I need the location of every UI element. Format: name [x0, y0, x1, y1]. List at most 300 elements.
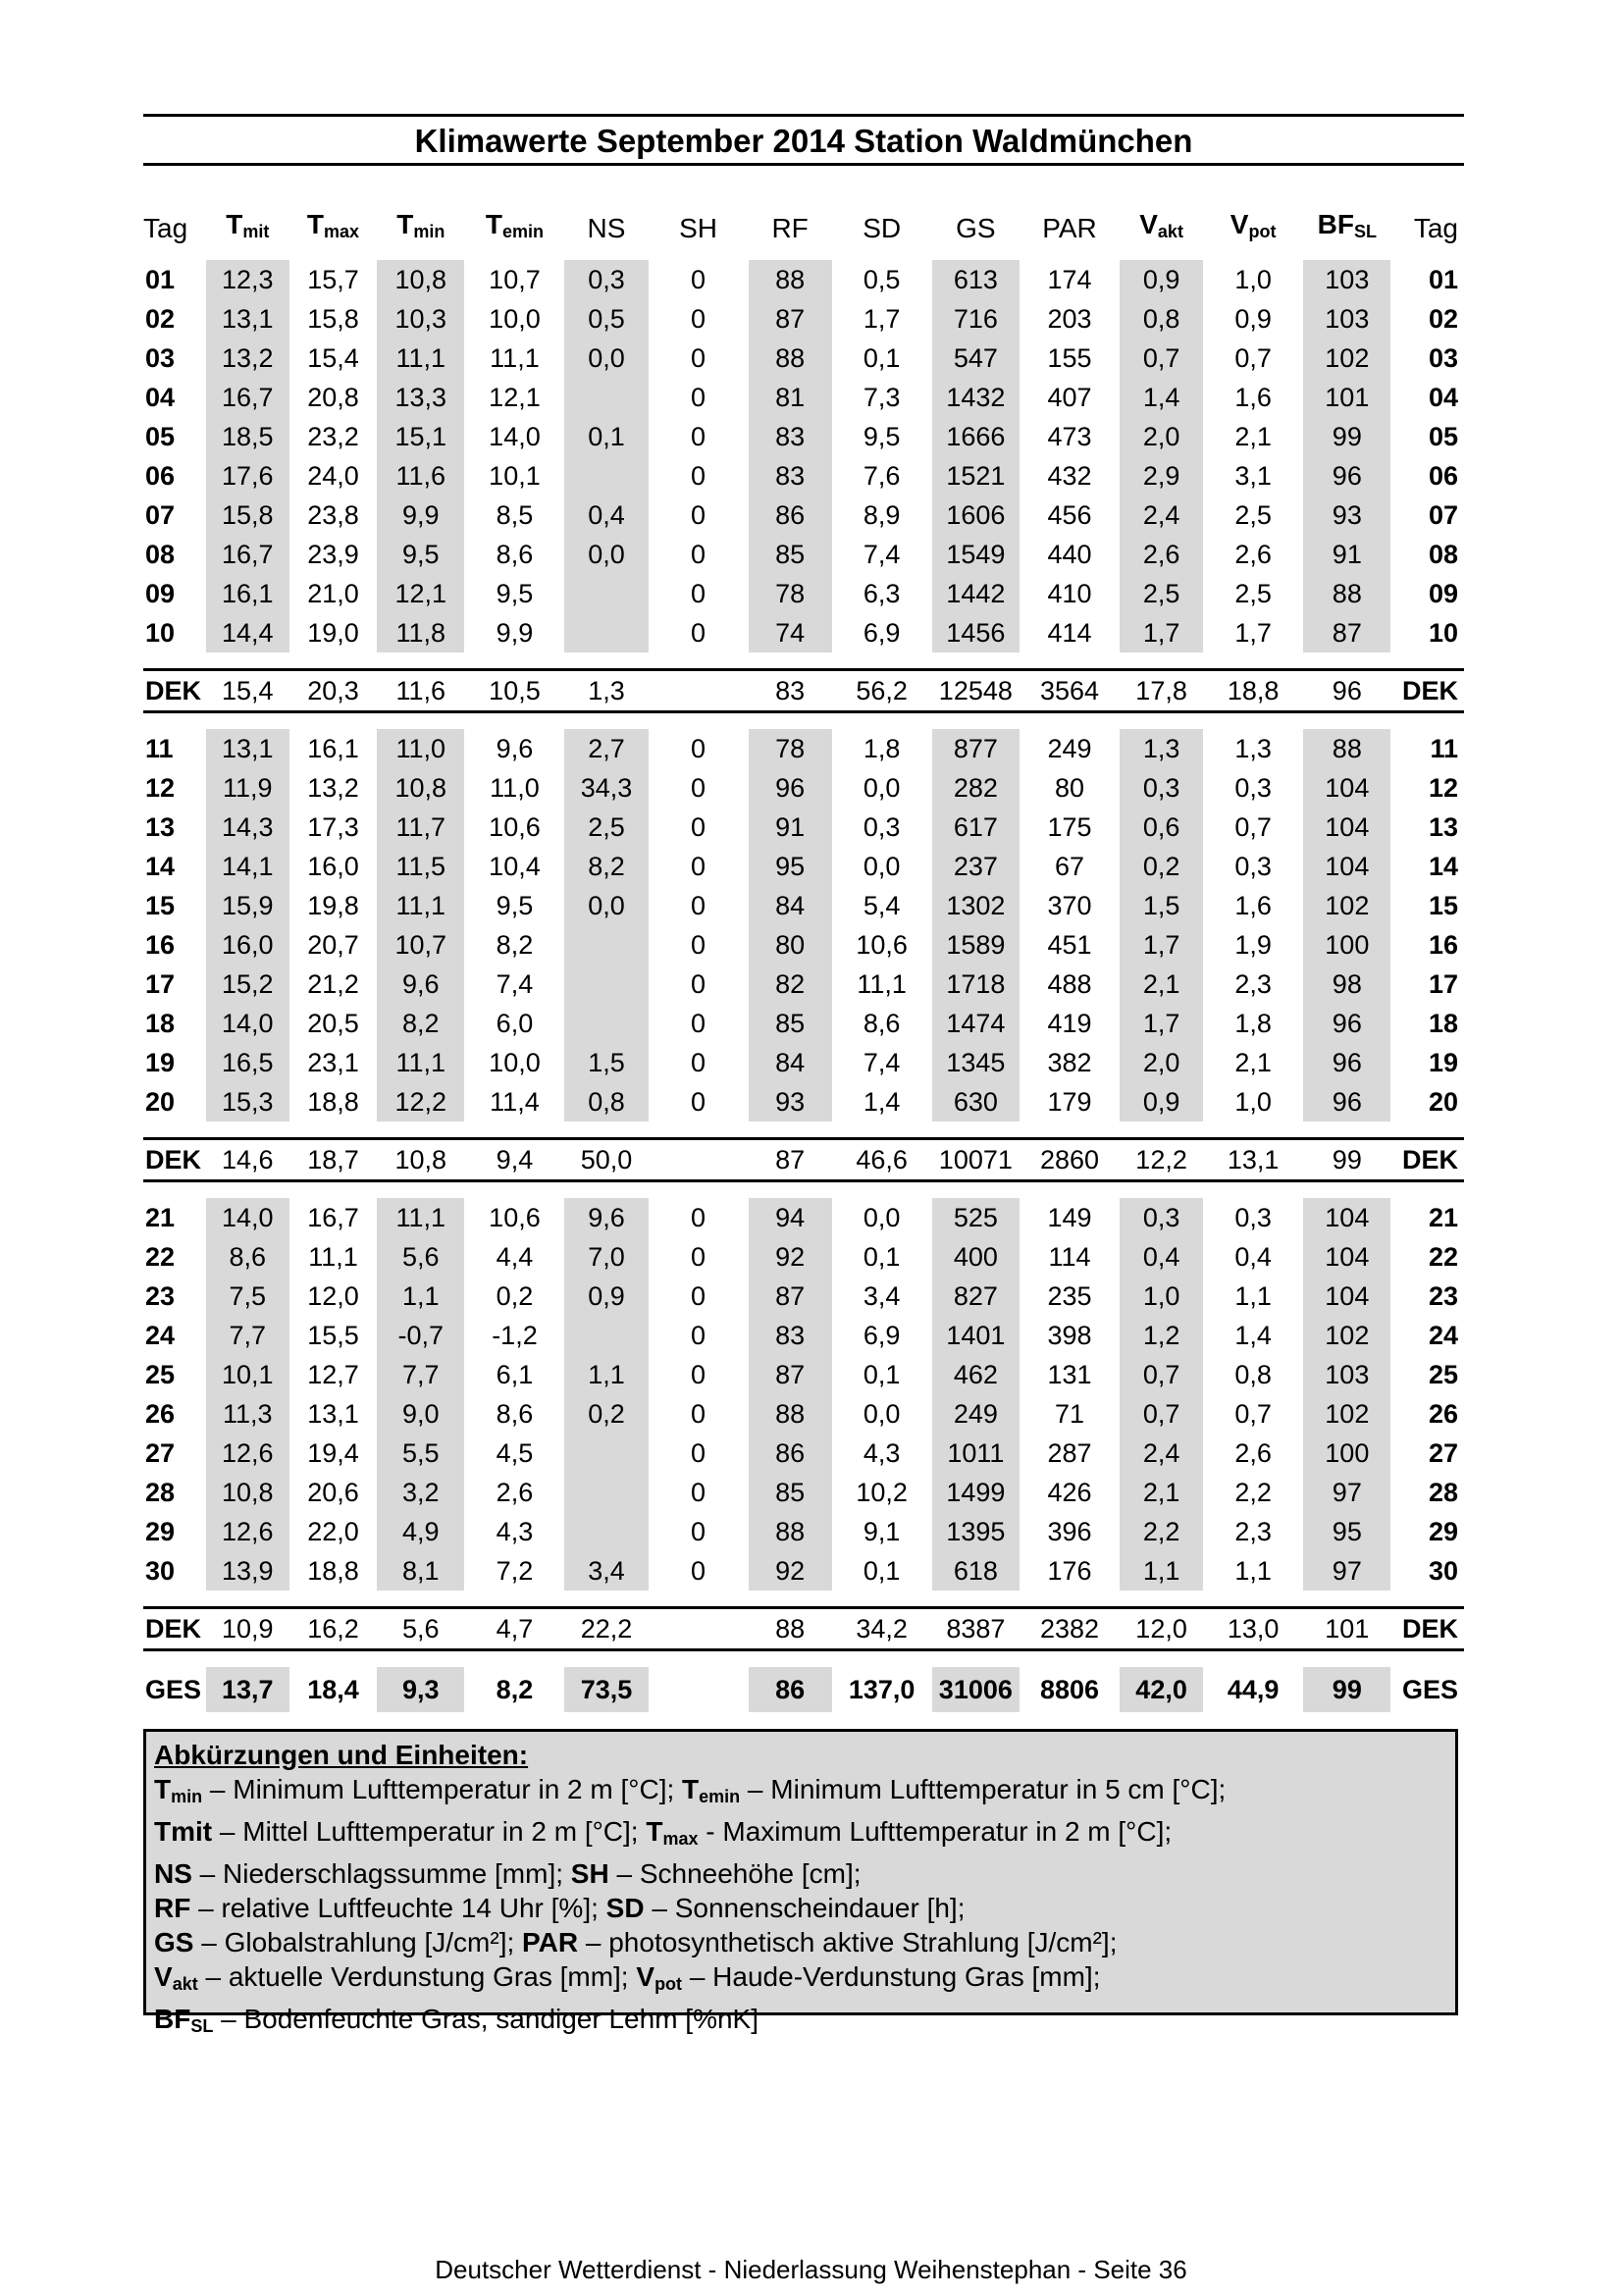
table-cell: 1,0: [1120, 1277, 1203, 1316]
table-cell: 30: [1428, 1556, 1458, 1586]
table-cell: 31006: [932, 1667, 1020, 1712]
table-cell: 1,4: [1234, 1321, 1272, 1350]
table-row: [143, 1473, 1464, 1512]
table-row: [143, 1277, 1464, 1316]
table-cell: 99: [1332, 1145, 1362, 1174]
table-cell: 11: [1430, 734, 1458, 763]
table-cell: 42,0: [1120, 1667, 1203, 1712]
table-cell: 155: [1047, 343, 1092, 373]
table-cell: 432: [1047, 461, 1092, 491]
column-header: Tag: [1413, 212, 1458, 243]
table-cell: 0,3: [863, 812, 901, 842]
table-cell: 149: [1047, 1203, 1092, 1232]
table-cell: 20,6: [307, 1478, 359, 1507]
table-cell: 1,7: [1120, 1004, 1203, 1043]
column-header: SD: [863, 212, 902, 243]
table-cell: 26: [145, 1399, 176, 1429]
table-cell: -0,7: [377, 1316, 464, 1355]
table-row: [143, 496, 1464, 535]
table-cell: 18,8: [307, 1556, 359, 1586]
table-cell: 98: [1303, 965, 1390, 1004]
table-cell: 11,9: [206, 768, 289, 808]
table-cell: 19,4: [307, 1438, 359, 1468]
table-cell: 67: [1055, 852, 1085, 881]
table-cell: 877: [932, 729, 1020, 768]
table-cell: 06: [1428, 461, 1458, 491]
table-cell: 0,2: [496, 1281, 534, 1311]
table-cell: 24: [1428, 1321, 1458, 1350]
table-cell: 15: [145, 891, 176, 920]
table-cell: 88: [749, 339, 832, 378]
table-cell: 17: [1428, 969, 1458, 999]
table-cell: 91: [1303, 535, 1390, 574]
table-cell: 19: [1428, 1048, 1458, 1077]
column-header: Tag: [143, 212, 188, 243]
table-cell: 94: [749, 1198, 832, 1237]
table-cell: 18,7: [307, 1145, 359, 1174]
table-cell: 09: [145, 579, 176, 608]
table-cell: 9,9: [377, 496, 464, 535]
table-cell: 11,0: [490, 773, 540, 803]
table-cell: 14,3: [206, 808, 289, 847]
table-cell: 04: [145, 383, 176, 412]
table-cell: 74: [749, 613, 832, 652]
table-cell: 11,1: [377, 886, 464, 925]
table-cell: [649, 1609, 749, 1650]
table-cell: 2,1: [1234, 1048, 1272, 1077]
table-cell: 15,8: [307, 304, 359, 334]
table-cell: 2,5: [1234, 579, 1272, 608]
table-cell: 0,8: [564, 1082, 648, 1122]
table-cell: 0: [691, 812, 706, 842]
table-cell: 716: [932, 299, 1020, 339]
table-cell: 104: [1303, 808, 1390, 847]
table-cell: 16: [1428, 930, 1458, 960]
table-cell: 0,7: [1234, 1399, 1272, 1429]
table-cell: 1,7: [1234, 618, 1272, 648]
table-cell: 8,6: [496, 1399, 534, 1429]
table-cell: 0: [691, 461, 706, 491]
table-cell: 613: [932, 260, 1020, 299]
table-cell: 5,6: [377, 1237, 464, 1277]
table-cell: 50,0: [580, 1145, 633, 1174]
table-cell: 13,1: [307, 1399, 359, 1429]
table-cell: 18: [1428, 1009, 1458, 1038]
table-cell: 2,3: [1234, 1517, 1272, 1546]
table-cell: 1456: [932, 613, 1020, 652]
table-cell: 1,8: [1234, 1009, 1272, 1038]
table-cell: 0: [691, 773, 706, 803]
table-cell: 15,4: [222, 676, 274, 705]
table-row: [143, 1198, 1464, 1237]
table-cell: DEK: [1401, 1145, 1458, 1174]
table-cell: 0: [691, 930, 706, 960]
table-cell: 102: [1303, 886, 1390, 925]
table-cell: 103: [1303, 260, 1390, 299]
table-cell: 0,9: [1120, 260, 1203, 299]
table-cell: 26: [1428, 1399, 1458, 1429]
table-cell: 0: [691, 1360, 706, 1389]
table-row: [143, 1512, 1464, 1551]
table-cell: 9,5: [377, 535, 464, 574]
table-cell: -1,2: [492, 1321, 538, 1350]
column-header: $BF_{SL}$: [1317, 209, 1377, 241]
table-cell: 06: [145, 461, 176, 491]
table-cell: 1,7: [1120, 613, 1203, 652]
table-cell: 0,8: [1234, 1360, 1272, 1389]
table-cell: 16,7: [206, 378, 289, 417]
table-cell: 0: [691, 618, 706, 648]
table-cell: [564, 456, 648, 496]
column-header: SH: [679, 212, 718, 243]
table-cell: 0,0: [564, 886, 648, 925]
column-header: GS: [956, 212, 996, 243]
table-cell: 05: [1428, 422, 1458, 451]
table-cell: 84: [749, 886, 832, 925]
table-cell: 20: [145, 1087, 176, 1117]
table-cell: 0,2: [1120, 847, 1203, 886]
abbreviation-line: Tmit – Mittel Lufttemperatur in 2 m [°C]; $T_{max}$ - Maximum Lufttemperatur in 2 m [°C];: [154, 1816, 1173, 1849]
table-cell: 0: [691, 304, 706, 334]
table-cell: 8,2: [496, 930, 534, 960]
table-cell: 05: [145, 422, 176, 451]
table-cell: 7,7: [377, 1355, 464, 1394]
table-cell: 78: [749, 729, 832, 768]
table-cell: 15: [1428, 891, 1458, 920]
spacer-row: [143, 1651, 1464, 1667]
table-cell: 1432: [932, 378, 1020, 417]
table-cell: 81: [749, 378, 832, 417]
table-cell: 18: [145, 1009, 176, 1038]
table-cell: 14,0: [489, 422, 541, 451]
table-cell: 10,9: [222, 1614, 274, 1644]
table-cell: 287: [1047, 1438, 1092, 1468]
climate-table: [143, 196, 1464, 1712]
table-cell: 9,5: [863, 422, 901, 451]
table-cell: 20,8: [307, 383, 359, 412]
table-cell: 176: [1047, 1556, 1092, 1586]
table-row: [143, 808, 1464, 847]
table-cell: 12,3: [206, 260, 289, 299]
table-cell: 11,1: [377, 339, 464, 378]
table-cell: 12,6: [206, 1512, 289, 1551]
table-cell: 0,3: [1234, 773, 1272, 803]
table-cell: 12: [145, 773, 176, 803]
table-cell: 99: [1303, 417, 1390, 456]
table-cell: 93: [1303, 496, 1390, 535]
table-cell: 83: [749, 417, 832, 456]
table-cell: 1442: [932, 574, 1020, 613]
table-cell: 9,6: [377, 965, 464, 1004]
table-cell: 1,8: [863, 734, 901, 763]
table-cell: 370: [1047, 891, 1092, 920]
table-cell: 11,6: [377, 456, 464, 496]
table-cell: 9,6: [496, 734, 534, 763]
table-cell: 95: [749, 847, 832, 886]
table-cell: 24,0: [307, 461, 359, 491]
table-cell: 456: [1047, 500, 1092, 530]
table-cell: 1718: [932, 965, 1020, 1004]
table-cell: 02: [1428, 304, 1458, 334]
table-cell: 2,0: [1120, 1043, 1203, 1082]
table-cell: 0: [691, 734, 706, 763]
table-cell: 15,8: [206, 496, 289, 535]
page-footer: Deutscher Wetterdienst - Niederlassung Weihenstephan - Seite 36: [435, 2255, 1187, 2284]
table-cell: GES: [145, 1675, 202, 1704]
table-cell: 5,4: [863, 891, 901, 920]
table-cell: 82: [749, 965, 832, 1004]
table-cell: 15,3: [206, 1082, 289, 1122]
table-cell: 2,6: [1234, 1438, 1272, 1468]
table-cell: 14,0: [206, 1198, 289, 1237]
table-cell: 488: [1047, 969, 1092, 999]
table-cell: 1,4: [1120, 378, 1203, 417]
table-cell: 22: [1428, 1242, 1458, 1272]
table-cell: [649, 1140, 749, 1181]
table-cell: 0,3: [1120, 768, 1203, 808]
table-cell: 34,2: [856, 1614, 908, 1644]
table-cell: 28: [1428, 1478, 1458, 1507]
table-cell: 7,3: [863, 383, 901, 412]
table-cell: 0,3: [1234, 852, 1272, 881]
table-cell: 0,1: [863, 1556, 901, 1586]
table-cell: 10,1: [489, 461, 541, 491]
dekade-summary-row: [143, 1140, 1464, 1181]
table-cell: 11,1: [490, 343, 540, 373]
table-cell: 9,1: [863, 1517, 901, 1546]
table-cell: 25: [145, 1360, 176, 1389]
table-cell: 0,7: [1120, 1394, 1203, 1434]
table-cell: 0,6: [1120, 808, 1203, 847]
dekade-summary-row: [143, 1609, 1464, 1650]
table-cell: 23,1: [307, 1048, 359, 1077]
table-cell: 426: [1047, 1478, 1092, 1507]
table-cell: 10,1: [206, 1355, 289, 1394]
column-header: NS: [587, 212, 626, 243]
table-cell: 0: [691, 1438, 706, 1468]
table-cell: 7,6: [863, 461, 901, 491]
table-cell: 1401: [932, 1316, 1020, 1355]
table-cell: 02: [145, 304, 176, 334]
table-cell: 85: [749, 535, 832, 574]
table-cell: 11,7: [377, 808, 464, 847]
table-cell: 0: [691, 265, 706, 294]
table-row: [143, 260, 1464, 299]
spacer-row: [143, 1122, 1464, 1139]
table-cell: [564, 574, 648, 613]
table-cell: 1,3: [1120, 729, 1203, 768]
table-cell: 30: [145, 1556, 176, 1586]
table-cell: 27: [145, 1438, 176, 1468]
table-cell: 87: [775, 1145, 806, 1174]
table-cell: 0,5: [564, 299, 648, 339]
table-cell: 137,0: [848, 1675, 916, 1704]
table-cell: [564, 1316, 648, 1355]
table-row: [143, 456, 1464, 496]
table-cell: 96: [1332, 676, 1362, 705]
table-cell: 0: [691, 540, 706, 569]
table-cell: 2,2: [1120, 1512, 1203, 1551]
table-cell: DEK: [1401, 1614, 1458, 1644]
table-cell: 1,1: [1120, 1551, 1203, 1591]
table-cell: 0,1: [863, 1360, 901, 1389]
table-cell: 2,1: [1234, 422, 1272, 451]
table-cell: 85: [749, 1473, 832, 1512]
table-cell: 2860: [1039, 1145, 1100, 1174]
total-summary-row: [143, 1667, 1464, 1712]
abbreviations-box: [143, 1729, 1458, 2036]
table-cell: 1666: [932, 417, 1020, 456]
table-cell: 13: [145, 812, 176, 842]
column-header: $T_{min}$: [396, 209, 445, 241]
table-cell: 34,3: [564, 768, 648, 808]
table-cell: 25: [1428, 1360, 1458, 1389]
table-row: [143, 535, 1464, 574]
table-cell: 0,2: [564, 1394, 648, 1434]
table-cell: 10,6: [856, 930, 908, 960]
table-cell: 617: [932, 808, 1020, 847]
table-row: [143, 768, 1464, 808]
table-cell: 96: [1303, 456, 1390, 496]
table-cell: 86: [749, 496, 832, 535]
table-cell: 3,4: [863, 1281, 901, 1311]
table-cell: [564, 1473, 648, 1512]
table-cell: 87: [749, 1277, 832, 1316]
table-cell: 83: [749, 1316, 832, 1355]
table-cell: [564, 613, 648, 652]
table-cell: 11,0: [377, 729, 464, 768]
table-cell: 8,2: [496, 1675, 534, 1704]
table-cell: 0: [691, 1556, 706, 1586]
table-cell: 83: [775, 676, 806, 705]
table-cell: 11,1: [377, 1043, 464, 1082]
table-cell: 80: [1055, 773, 1085, 803]
table-cell: 0,9: [1120, 1082, 1203, 1122]
table-cell: 10,8: [394, 1145, 447, 1174]
column-header: RF: [771, 212, 809, 243]
table-cell: 56,2: [856, 676, 908, 705]
table-cell: 396: [1047, 1517, 1092, 1546]
table-cell: 0,9: [1234, 304, 1272, 334]
table-cell: 80: [749, 925, 832, 965]
table-cell: 2,3: [1234, 969, 1272, 999]
table-cell: 46,6: [856, 1145, 908, 1174]
table-cell: 13,0: [1227, 1614, 1280, 1644]
table-cell: 04: [1428, 383, 1458, 412]
table-cell: 9,3: [377, 1667, 464, 1712]
table-cell: 16,7: [206, 535, 289, 574]
table-cell: 440: [1047, 540, 1092, 569]
spacer-row: [143, 1591, 1464, 1608]
table-cell: 16,7: [307, 1203, 359, 1232]
table-cell: 10,2: [856, 1478, 908, 1507]
table-cell: 12,0: [1135, 1614, 1187, 1644]
table-cell: 1395: [932, 1512, 1020, 1551]
table-cell: 1,3: [1234, 734, 1272, 763]
table-cell: 382: [1047, 1048, 1092, 1077]
table-cell: 8387: [946, 1614, 1006, 1644]
table-cell: 12: [1428, 773, 1458, 803]
table-cell: 630: [932, 1082, 1020, 1122]
table-cell: 16,5: [206, 1043, 289, 1082]
table-cell: 78: [749, 574, 832, 613]
table-cell: 0: [691, 500, 706, 530]
abbreviation-line: RF – relative Luftfeuchte 14 Uhr [%]; SD – Sonnenscheindauer [h];: [154, 1893, 966, 1923]
table-cell: 547: [932, 339, 1020, 378]
table-cell: 282: [932, 768, 1020, 808]
table-cell: 6,9: [863, 618, 901, 648]
table-cell: 2,5: [564, 808, 648, 847]
table-cell: 16: [145, 930, 176, 960]
table-cell: 0,4: [564, 496, 648, 535]
table-cell: 23: [1428, 1281, 1458, 1311]
table-cell: 13,1: [206, 729, 289, 768]
table-cell: 11: [145, 734, 174, 763]
table-cell: 8,6: [206, 1237, 289, 1277]
table-cell: 0: [691, 343, 706, 373]
table-cell: 2,6: [1120, 535, 1203, 574]
table-cell: 1474: [932, 1004, 1020, 1043]
table-cell: 18,8: [307, 1087, 359, 1117]
table-row: [143, 1004, 1464, 1043]
table-cell: 71: [1055, 1399, 1085, 1429]
table-cell: 18,8: [1227, 676, 1280, 705]
abbreviations-lines: [154, 1772, 1447, 2044]
table-cell: 17,6: [206, 456, 289, 496]
table-cell: 22: [145, 1242, 176, 1272]
table-cell: 96: [1303, 1004, 1390, 1043]
table-cell: 1,6: [1234, 891, 1272, 920]
title-top-rule: [143, 114, 1464, 117]
table-cell: 1,1: [1234, 1556, 1272, 1586]
table-cell: 1,0: [1234, 1087, 1272, 1117]
table-cell: 28: [145, 1478, 176, 1507]
table-cell: 2,4: [1120, 496, 1203, 535]
table-cell: 4,3: [496, 1517, 534, 1546]
table-cell: 9,6: [564, 1198, 648, 1237]
table-row: [143, 417, 1464, 456]
table-cell: 11,8: [377, 613, 464, 652]
table-cell: 87: [1303, 613, 1390, 652]
table-cell: 9,0: [377, 1394, 464, 1434]
table-row: [143, 1394, 1464, 1434]
table-cell: 0,0: [863, 1203, 901, 1232]
table-cell: 0,0: [863, 773, 901, 803]
table-cell: 13,1: [1227, 1145, 1280, 1174]
table-cell: 16,2: [307, 1614, 359, 1644]
table-cell: 1011: [932, 1434, 1020, 1473]
table-cell: 3,2: [377, 1473, 464, 1512]
table-cell: 01: [145, 265, 176, 294]
table-cell: [564, 378, 648, 417]
table-row: [143, 729, 1464, 768]
table-cell: 16,1: [206, 574, 289, 613]
table-cell: 2,6: [1234, 540, 1272, 569]
table-cell: 9,5: [496, 579, 534, 608]
table-cell: 10,6: [489, 1203, 541, 1232]
table-cell: 20,3: [307, 676, 359, 705]
table-cell: 2,6: [496, 1478, 534, 1507]
table-cell: 88: [749, 260, 832, 299]
table-cell: 414: [1047, 618, 1092, 648]
table-cell: 104: [1303, 1237, 1390, 1277]
table-cell: 01: [1428, 265, 1458, 294]
table-cell: 0: [691, 422, 706, 451]
table-cell: 0,7: [1234, 343, 1272, 373]
abbreviation-line: NS – Niederschlagssumme [mm]; SH – Schneehöhe [cm];: [154, 1858, 862, 1889]
table-cell: 0,4: [1234, 1242, 1272, 1272]
table-cell: 5,6: [402, 1614, 440, 1644]
